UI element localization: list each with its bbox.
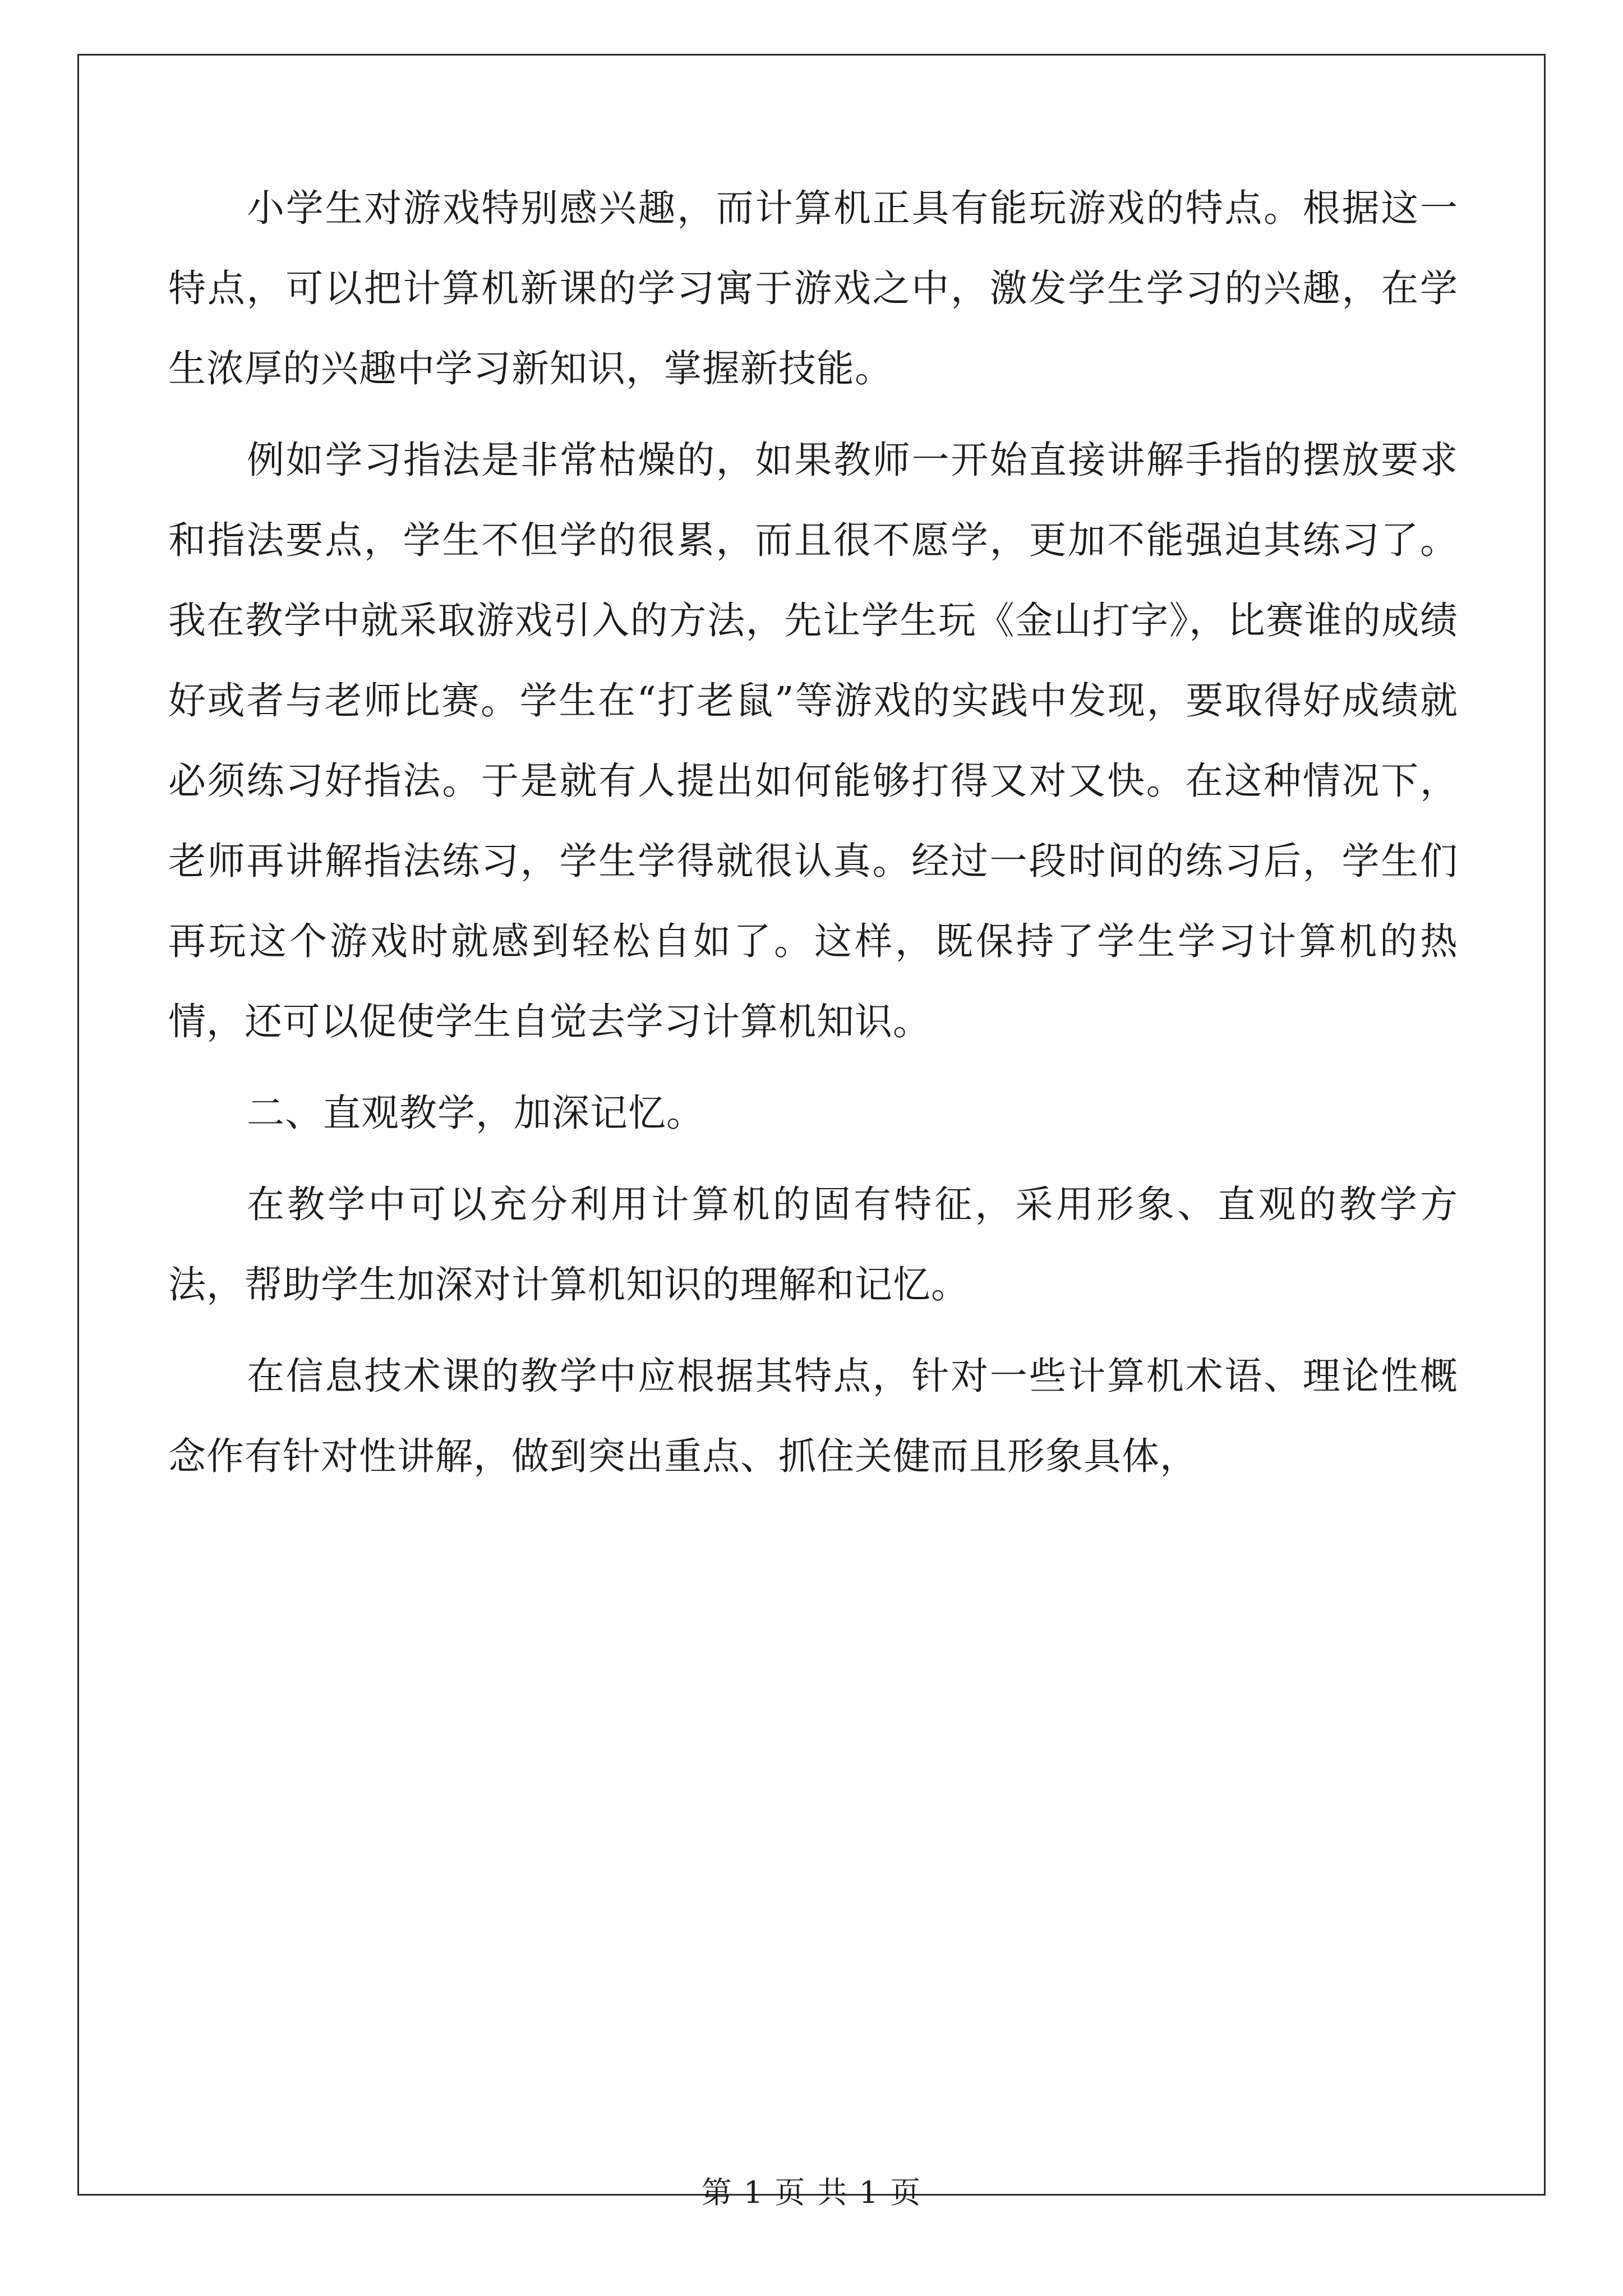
paragraph: 在教学中可以充分利用计算机的固有特征，采用形象、直观的教学方法，帮助学生加深对计算机知识的理解和记忆。 <box>168 1182 1458 1306</box>
paragraph: 例如学习指法是非常枯燥的，如果教师一开始直接讲解手指的摆放要求和指法要点，学生不但学的很累，而且很不愿学，更加不能强迫其练习了。我在教学中就采取游戏引入的方法，先让学生玩《金山打字》，比赛谁的成绩好或者与老师比赛。学生在“打老鼠”等游戏的实践中发现，要取得好成绩就必须练习好指法。于是就有人提出如何能够打得又对又快。在这种情况下，老师再讲解指法练习，学生学得就很认真。经过一段时间的练习后，学生们再玩这个游戏时就感到轻松自如了。这样，既保持了学生学习计算机的热情，还可以促使学生自觉去学习计算机知识。 <box>168 438 1458 1043</box>
document-body <box>168 168 1458 1497</box>
page-footer: 第 1 页 共 1 页 <box>701 2175 922 2210</box>
paragraph: 在信息技术课的教学中应根据其特点，针对一些计算机术语、理论性概念作有针对性讲解，做到突出重点、抓住关健而且形象具体， <box>168 1354 1458 1478</box>
section-heading: 二、直观教学，加深记忆。 <box>247 1091 704 1135</box>
paragraph: 小学生对游戏特别感兴趣，而计算机正具有能玩游戏的特点。根据这一特点，可以把计算机新课的学习寓于游戏之中，激发学生学习的兴趣，在学生浓厚的兴趣中学习新知识，掌握新技能。 <box>168 186 1458 390</box>
